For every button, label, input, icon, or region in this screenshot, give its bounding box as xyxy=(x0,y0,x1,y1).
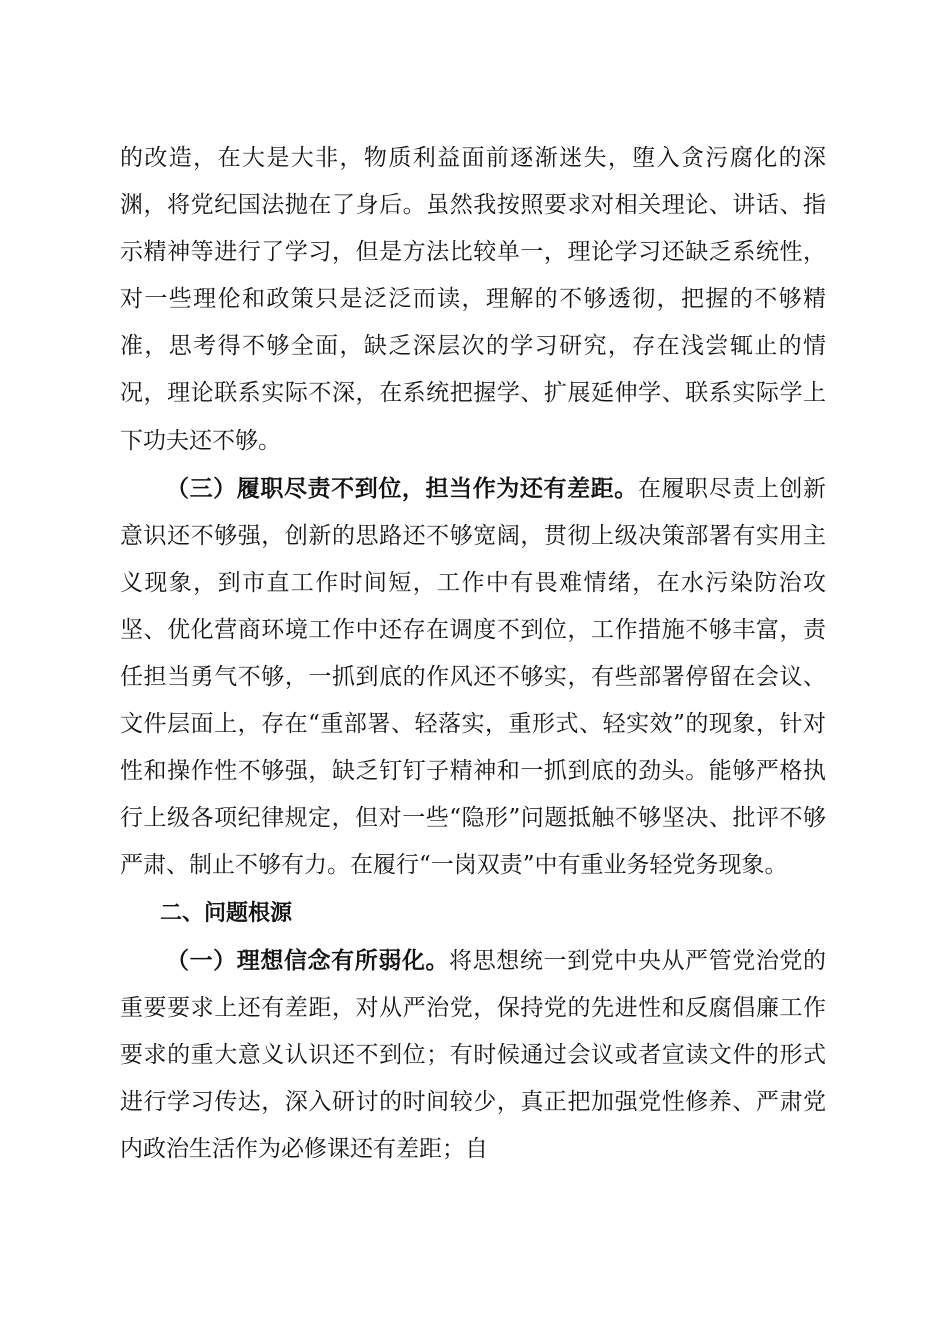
paragraph-three-heading: （三）履职尽责不到位，担当作为还有差距。 xyxy=(166,474,638,502)
paragraph-continuation: 的改造，在大是大非，物质利益面前逐渐迷失，堕入贪污腐化的深渊，将党纪国法抛在了身后。虽然我按照要求对相关理论、讲话、指示精神等进行了学习，但是方法比较单一，理论学习还缺乏系统性，对一些理伦和政策只是泛泛而读，理解的不够透彻，把握的不够精准，思考得不够全面，缺乏深层次的学习研究，存在浅尝辄止的情况，理论联系实际不深，在系统把握学、扩展延伸学、联系实际学上下功夫还不够。 xyxy=(120,145,826,454)
paragraph-three-body: 在履职尽责上创新意识还不够强，创新的思路还不够宽阔，贯彻上级决策部署有实用主义现象，到市直工作时间短，工作中有畏难情绪，在水污染防治攻坚、优化营商环境工作中还存在调度不到位，工作措施不够丰富，责任担当勇气不够，一抓到底的作风还不够实，有些部署停留在会议、文件层面上，存在“重部署、轻落实，重形式、轻实效”的现象，针对性和操作性不够强，缺乏钉钉子精神和一抓到底的劲头。能够严格执行上级各项纪律规定，但对一些“隐形”问题抵触不够坚决、批评不够严肃、制止不够有力。在履行“一岗双责”中有重业务轻党务现象。 xyxy=(120,475,827,879)
paragraph-one xyxy=(120,937,826,1173)
section-two-heading: 二、问题根源 xyxy=(160,900,293,926)
paragraph-one-heading: （一）理想信念有所弱化。 xyxy=(166,946,450,974)
document-body xyxy=(120,135,826,1173)
paragraph-one-body: 将思想统一到党中央从严管党治党的重要要求上还有差距，对从严治党，保持党的先进性和反腐倡廉工作要求的重大意义认识还不到位；有时候通过会议或者宣读文件的形式进行学习传达，深入研讨的时间较少，真正把加强党性修养、严肃党内政治生活作为必修课还有差距；自 xyxy=(120,947,827,1162)
paragraph-three xyxy=(120,465,826,890)
